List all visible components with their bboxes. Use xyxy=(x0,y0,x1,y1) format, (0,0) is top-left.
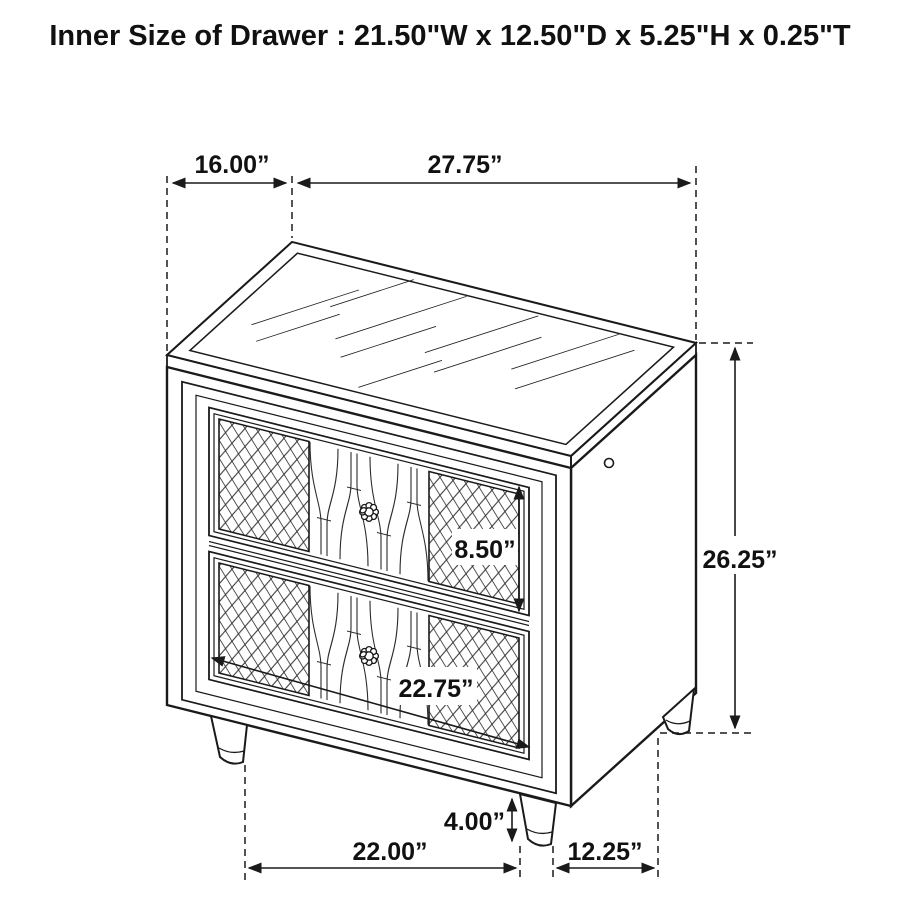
dim-label-base-depth: 12.25” xyxy=(567,838,643,866)
dim-label-drawer-width: 22.75” xyxy=(398,675,474,703)
drawer-bottom-left-lattice xyxy=(219,563,309,696)
dim-label-top-width: 27.75” xyxy=(427,151,503,179)
diagram-title: Inner Size of Drawer : 21.50"W x 12.50"D x 5.25"H x 0.25"T xyxy=(49,20,851,52)
leg-front-right xyxy=(520,794,556,846)
drawer-top-left-lattice xyxy=(219,419,309,552)
drawer-top-knob-icon xyxy=(359,503,378,522)
dim-label-drawer-height: 8.50” xyxy=(454,536,516,564)
dim-label-leg-height: 4.00” xyxy=(443,808,505,836)
dim-label-body-height: 26.25” xyxy=(702,546,778,574)
dim-label-base-width: 22.00” xyxy=(352,838,428,866)
drawer-bottom-knob-icon xyxy=(359,647,378,666)
dim-label-top-depth: 16.00” xyxy=(194,151,270,179)
side-panel-peg-hole xyxy=(605,459,614,468)
leg-front-left xyxy=(211,716,247,764)
